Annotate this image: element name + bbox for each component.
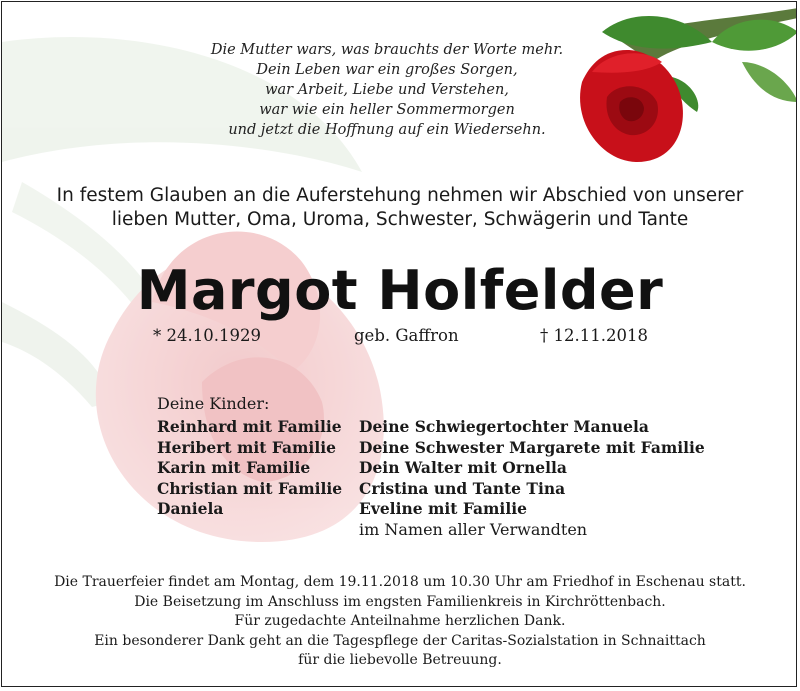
mourner-entry: Dein Walter mit Ornella [359, 458, 567, 477]
mourners-left-column [157, 417, 342, 520]
maiden-name: geb. Gaffron [354, 326, 459, 345]
mourner-entry: Daniela [157, 499, 224, 518]
mourner-entry: Cristina und Tante Tina [359, 478, 566, 498]
birth-date: * 24.10.1929 [153, 326, 261, 345]
death-date: † 12.11.2018 [540, 326, 648, 345]
footer-line: Ein besonderer Dank geht an die Tagespflege der Caritas-Sozialstation in Schnaittach [94, 632, 706, 649]
intro-line: lieben Mutter, Oma, Uroma, Schwester, Schwägerin und Tante [111, 209, 689, 230]
mourner-entry: Christian mit Familie [157, 478, 343, 498]
mourner-entry: Deine Schwiegertochter Manuela [359, 417, 649, 436]
footer-line: Für zugedachte Anteilnahme herzlichen Dank. [234, 613, 566, 629]
mourner-entry: Deine Schwester Margarete mit Familie [359, 437, 705, 457]
closing-line: im Namen aller Verwandten [359, 519, 588, 539]
children-heading: Deine Kinder: [157, 394, 270, 413]
red-rose-image [562, 2, 797, 172]
poem [202, 40, 572, 140]
poem-line: Dein Leben war ein großes Sorgen, [256, 62, 518, 78]
funeral-details [22, 573, 778, 671]
deceased-name: Margot Holfelder [136, 259, 664, 322]
poem-line: war wie ein heller Sommermorgen [259, 102, 515, 118]
intro-line: In festem Glauben an die Auferstehung nehmen wir Abschied von unserer [56, 185, 744, 206]
poem-line: Die Mutter wars, was brauchts der Worte mehr. [210, 42, 564, 58]
obituary-card [1, 1, 797, 687]
footer-line: Die Trauerfeier findet am Montag, dem 19.11.2018 um 10.30 Uhr am Friedhof in Eschenau statt. [54, 574, 746, 590]
footer-line: für die liebevolle Betreuung. [298, 652, 502, 668]
footer-line: Die Beisetzung im Anschluss im engsten Familienkreis in Kirchröttenbach. [134, 593, 666, 610]
mourners-right-column [359, 417, 705, 540]
mourner-entry: Eveline mit Familie [359, 499, 527, 518]
poem-line: war Arbeit, Liebe und Verstehen, [265, 82, 509, 98]
mourner-entry: Karin mit Familie [157, 458, 311, 477]
poem-line: und jetzt die Hoffnung auf ein Wiedersehn. [228, 122, 546, 138]
intro-text [42, 184, 758, 232]
mourner-entry: Heribert mit Familie [157, 437, 336, 457]
mourner-entry: Reinhard mit Familie [157, 417, 342, 436]
